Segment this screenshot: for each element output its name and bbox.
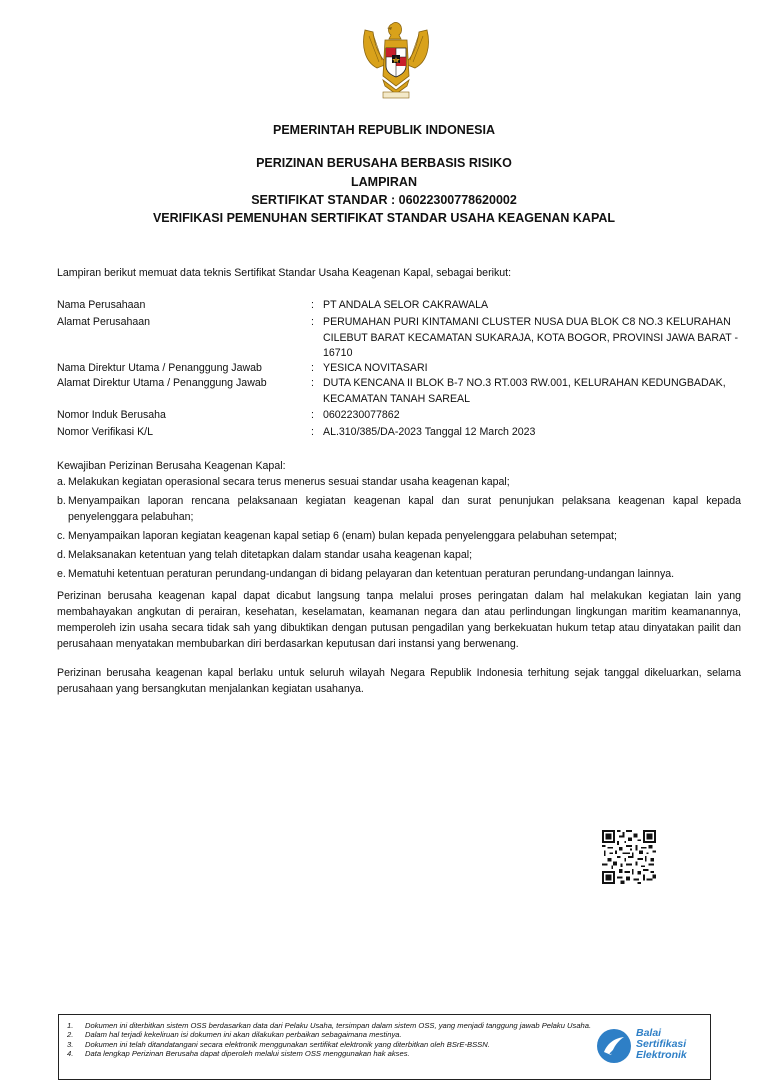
field-label: Nama Perusahaan <box>57 299 146 311</box>
field-label: Nama Direktur Utama / Penanggung Jawab <box>57 362 262 374</box>
field-label: Nomor Induk Berusaha <box>57 409 166 421</box>
list-item <box>57 528 741 544</box>
field-value: AL.310/385/DA-2023 Tanggal 12 March 2023 <box>323 426 536 438</box>
obligations-list <box>57 474 741 585</box>
list-item <box>57 547 741 563</box>
field-value: YESICA NOVITASARI <box>323 362 428 374</box>
verification-title: VERIFIKASI PEMENUHAN SERTIFIKAT STANDAR USAHA KEAGENAN KAPAL <box>152 211 616 225</box>
footer-note <box>67 1030 607 1039</box>
bsre-logo-icon <box>596 1028 632 1064</box>
footer-note-number: 3. <box>67 1039 74 1049</box>
field-label: Nomor Verifikasi K/L <box>57 426 153 438</box>
obligations-heading: Kewajiban Perizinan Berusaha Keagenan Kapal: <box>57 460 286 472</box>
footer-note <box>67 1021 607 1030</box>
field-separator: : <box>311 426 314 438</box>
list-item-text: Melaksanakan ketentuan yang telah ditetapkan dalam standar usaha keagenan kapal; <box>68 549 473 561</box>
footer-notes-list <box>67 1021 607 1058</box>
list-item <box>57 493 741 525</box>
list-item <box>57 566 741 582</box>
bsre-text-line-3: Elektronik <box>636 1049 687 1061</box>
field-separator: : <box>311 409 314 421</box>
field-separator: : <box>311 316 314 328</box>
footer-note <box>67 1040 607 1049</box>
field-separator: : <box>311 299 314 311</box>
list-marker: c. <box>57 530 66 542</box>
field-value: PT ANDALA SELOR CAKRAWALA <box>323 299 489 311</box>
list-marker: b. <box>57 495 66 507</box>
field-value: DUTA KENCANA II BLOK B-7 NO.3 RT.003 RW.001, KELURAHAN KEDUNGBADAK, KECAMATAN TANAH SAREAL <box>323 377 726 405</box>
list-marker: e. <box>57 568 66 580</box>
validity-paragraph: Perizinan berusaha keagenan kapal berlaku untuk seluruh wilayah Negara Republik Indonesia terhitung sejak tanggal dikeluarkan, selama perusahaan yang bersangkutan menjalankan kegiatan usahanya. <box>57 667 741 695</box>
document-title-2: LAMPIRAN <box>351 175 417 189</box>
field-label: Alamat Direktur Utama / Penanggung Jawab <box>57 377 267 389</box>
footer-note-text: Data lengkap Perizinan Berusaha dapat diperoleh melalui sistem OSS menggunakan hak akses. <box>85 1048 410 1058</box>
revocation-paragraph: Perizinan berusaha keagenan kapal dapat dicabut langsung tanpa melalui proses peringatan dalam hal melakukan kegiatan lain yang membahayakan angkutan di perairan, kesehatan, keselamatan, keamanan negara dan atau perlindungan lingkungan maritim keamanannya, memperoleh izin usaha secara tidak sah yang dibuktikan dengan putusan pengadilan yang berkekuatan hukum tetap atau dinyatakan pailit dan perusahaan menyatakan membubarkan diri berdasarkan keputusan dari instansi yang berwenang. <box>57 590 741 650</box>
list-item-text: Melakukan kegiatan operasional secara terus menerus sesuai standar usaha keagenan kapal; <box>68 476 510 488</box>
list-marker: a. <box>57 476 66 488</box>
list-marker: d. <box>57 549 66 561</box>
intro-text: Lampiran berikut memuat data teknis Sertifikat Standar Usaha Keagenan Kapal, sebagai berikut: <box>57 267 512 279</box>
list-item-text: Menyampaikan laporan rencana pelaksanaan kegiatan keagenan kapal dan surat penunjukan pelaksana keagenan kapal kepada penyelenggara pelabuhan; <box>68 495 741 523</box>
footer-note-number: 2. <box>67 1030 74 1040</box>
field-label: Alamat Perusahaan <box>57 316 151 328</box>
document-title-1: PERIZINAN BERUSAHA BERBASIS RISIKO <box>256 156 512 170</box>
qr-code <box>602 830 656 884</box>
field-value: PERUMAHAN PURI KINTAMANI CLUSTER NUSA DUA BLOK C8 NO.3 KELURAHAN CILEBUT BARAT KECAMATAN SUKARAJA, KOTA BOGOR, PROVINSI JAWA BARAT - 16710 <box>323 316 739 359</box>
field-separator: : <box>311 362 314 374</box>
government-heading: PEMERINTAH REPUBLIK INDONESIA <box>272 123 495 137</box>
list-item <box>57 474 741 490</box>
footer-note-text: Dokumen ini diterbitkan sistem OSS berdasarkan data dari Pelaku Usaha, tersimpan dalam sistem OSS, yang menjadi tanggung jawab Pelaku Usaha. <box>85 1021 592 1030</box>
footer-note-number: 4. <box>67 1048 74 1058</box>
garuda-pancasila-emblem <box>357 20 435 100</box>
footer-note-number: 1. <box>67 1021 74 1030</box>
bsre-text-line-2: Sertifikasi <box>636 1038 687 1050</box>
list-item-text: Menyampaikan laporan kegiatan keagenan kapal setiap 6 (enam) bulan kepada penyelenggara pelabuhan setempat; <box>68 530 617 542</box>
field-value: 0602230077862 <box>323 409 400 421</box>
footer-note-text: Dokumen ini telah ditandatangani secara elektronik menggunakan sertifikat elektronik yang diterbitkan oleh BSrE-BSSN. <box>85 1039 490 1049</box>
list-item-text: Mematuhi ketentuan peraturan perundang-undangan di bidang pelayaran dan ketentuan peraturan perundang-undangan lainnya. <box>68 568 675 580</box>
footer-note-text: Dalam hal terjadi kekeliruan isi dokumen ini akan dilakukan perbaikan sebagaimana mestinya. <box>85 1030 402 1040</box>
field-separator: : <box>311 377 314 389</box>
bsre-logo <box>596 1026 708 1066</box>
certificate-number-title: SERTIFIKAT STANDAR : 06022300778620002 <box>251 193 517 207</box>
bsre-text-line-1: Balai <box>636 1027 662 1039</box>
footer-note <box>67 1049 607 1058</box>
